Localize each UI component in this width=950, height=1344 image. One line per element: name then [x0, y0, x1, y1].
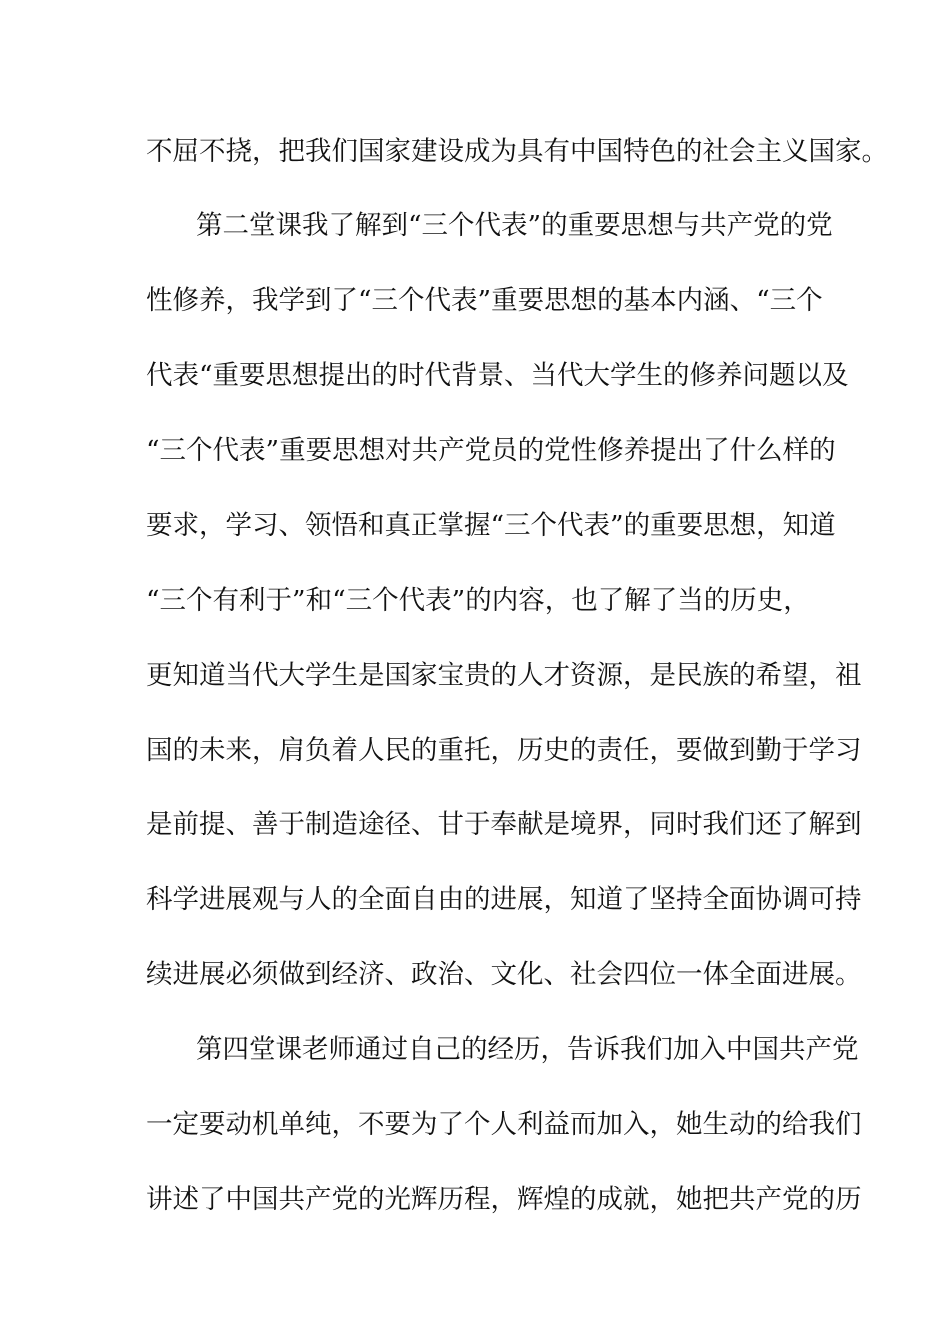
- paragraph-first-line: 第二堂课我了解到“三个代表”的重要思想与共产党的党: [196, 210, 833, 241]
- text-line: 一定要动机单纯，不要为了个人利益而加入，她生动的给我们: [146, 1109, 862, 1140]
- text-line: 性修养，我学到了“三个代表”重要思想的基本内涵、“三个: [146, 285, 823, 316]
- text-line: 不屈不挠，把我们国家建设成为具有中国特色的社会主义国家。: [146, 136, 888, 167]
- paragraph-first-line: 第四堂课老师通过自己的经历，告诉我们加入中国共产党: [196, 1034, 859, 1065]
- text-line: “三个代表”重要思想对共产党员的党性修养提出了什么样的: [146, 435, 836, 466]
- text-line: 续进展必须做到经济、政治、文化、社会四位一体全面进展。: [146, 959, 862, 990]
- text-line: 科学进展观与人的全面自由的进展，知道了坚持全面协调可持: [146, 884, 862, 915]
- text-line: “三个有利于”和“三个代表”的内容，也了解了当的历史，: [146, 585, 810, 616]
- text-line: 是前提、善于制造途径、甘于奉献是境界，同时我们还了解到: [146, 809, 862, 840]
- text-line: 讲述了中国共产党的光辉历程，辉煌的成就，她把共产党的历: [146, 1184, 862, 1215]
- text-line: 更知道当代大学生是国家宝贵的人才资源，是民族的希望，祖: [146, 660, 862, 691]
- text-line: 要求，学习、领悟和真正掌握“三个代表”的重要思想，知道: [146, 510, 836, 541]
- text-line: 代表“重要思想提出的时代背景、当代大学生的修养问题以及: [146, 360, 849, 391]
- text-line: 国的未来，肩负着人民的重托，历史的责任，要做到勤于学习: [146, 735, 862, 766]
